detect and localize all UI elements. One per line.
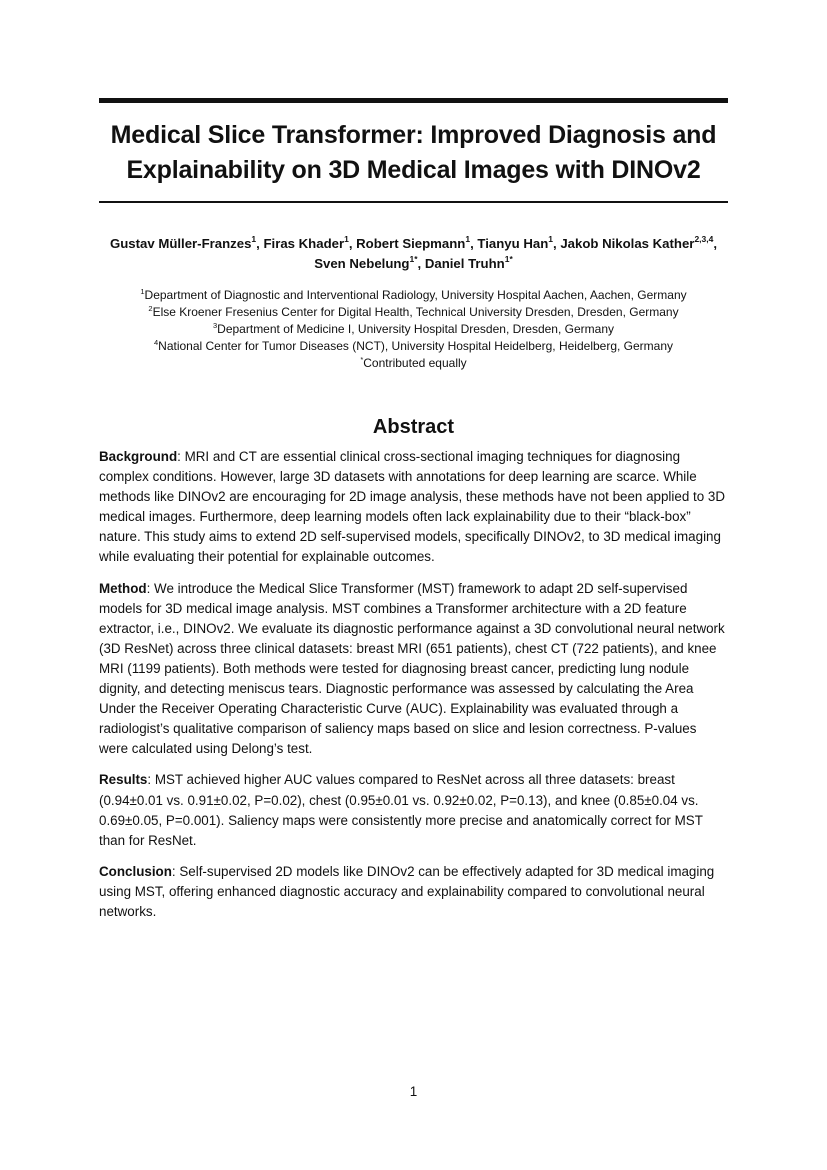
author-list <box>99 234 728 274</box>
affiliation-list <box>99 287 728 372</box>
abstract-body <box>99 447 728 933</box>
abstract-conclusion: Conclusion: Self-supervised 2D models like DINOv2 can be effectively adapted for 3D medical imaging using MST, offering enhanced diagnostic accuracy and explainability compared to convolutional neural networks. <box>99 863 715 919</box>
paper-title <box>99 118 728 188</box>
affiliation: *Contributed equally <box>360 355 467 370</box>
abstract-heading: Abstract <box>372 416 455 438</box>
affiliation: $^2$Else Kroener Fresenius Center for Digital Health, Technical University Dresden, Dresden, Germany <box>148 304 679 319</box>
author: Jakob Nikolas Kather$^{2,3,4}$, <box>560 233 718 251</box>
title-line-2: Explainability on 3D Medical Images with DINOv2 <box>126 156 701 184</box>
abstract-background: Background: MRI and CT are essential clinical cross-sectional imaging techniques for diagnosing complex conditions. However, large 3D datasets with annotations for deep learning are scarce. While methods like DINOv2 are encouraging for 2D image analysis, these methods have not been applied to 3D medical images. Furthermore, deep learning models often lack explainability due to their “black-box” nature. This study aims to extend 2D self-supervised models, specifically DINOv2, to 3D medical imaging while evaluating their potential for explainable outcomes. <box>99 449 725 565</box>
abstract-results: Results: MST achieved higher AUC values compared to ResNet across all three datasets: breast (0.94±0.01 vs. 0.91±0.02, P=0.02), chest (0.95±0.01 vs. 0.92±0.02, P=0.13), and knee (0.85±0.04 vs. 0.69±0.05, P=0.001). Saliency maps were consistently more precise and anatomically correct for MST than for ResNet. <box>99 772 703 848</box>
author: Gustav Müller-Franzes$^1$, <box>109 233 264 251</box>
title-top-rule <box>99 98 728 103</box>
affiliation: $^3$Department of Medicine I, University Hospital Dresden, Dresden, Germany <box>213 321 614 336</box>
author: Tianyu Han$^1$, <box>477 233 561 251</box>
page-number: 1 <box>409 1084 418 1099</box>
affiliation: $^4$National Center for Tumor Diseases (NCT), University Hospital Heidelberg, Heidelberg, Germany <box>153 338 674 353</box>
author: Robert Siepmann$^1$, <box>356 233 478 251</box>
title-bottom-rule <box>99 201 728 203</box>
title-line-1: Medical Slice Transformer: Improved Diagnosis and <box>110 121 717 149</box>
affiliation: $^1$Department of Diagnostic and Interventional Radiology, University Hospital Aachen, Aachen, Germany <box>140 287 687 302</box>
author: Daniel Truhn$^{1*}$ <box>424 253 513 271</box>
author: Firas Khader$^1$, <box>263 233 357 251</box>
abstract-method: Method: We introduce the Medical Slice Transformer (MST) framework to adapt 2D self-supervised models for 3D medical image analysis. MST combines a Transformer architecture with a 2D feature extractor, i.e., DINOv2. We evaluate its diagnostic performance against a 3D convolutional neural network (3D ResNet) across three clinical datasets: breast MRI (651 patients), chest CT (722 patients), and knee MRI (1199 patients). Both methods were tested for diagnosing breast cancer, predicting lung nodule dignity, and detecting meniscus tears. Diagnostic performance was assessed by calculating the Area Under the Receiver Operating Characteristic Curve (AUC). Explainability was evaluated through a radiologist’s qualitative comparison of saliency maps based on slice and lesion correctness. P-values were calculated using Delong’s test. <box>99 580 725 757</box>
author: Sven Nebelung$^{1*}$, <box>314 253 425 271</box>
